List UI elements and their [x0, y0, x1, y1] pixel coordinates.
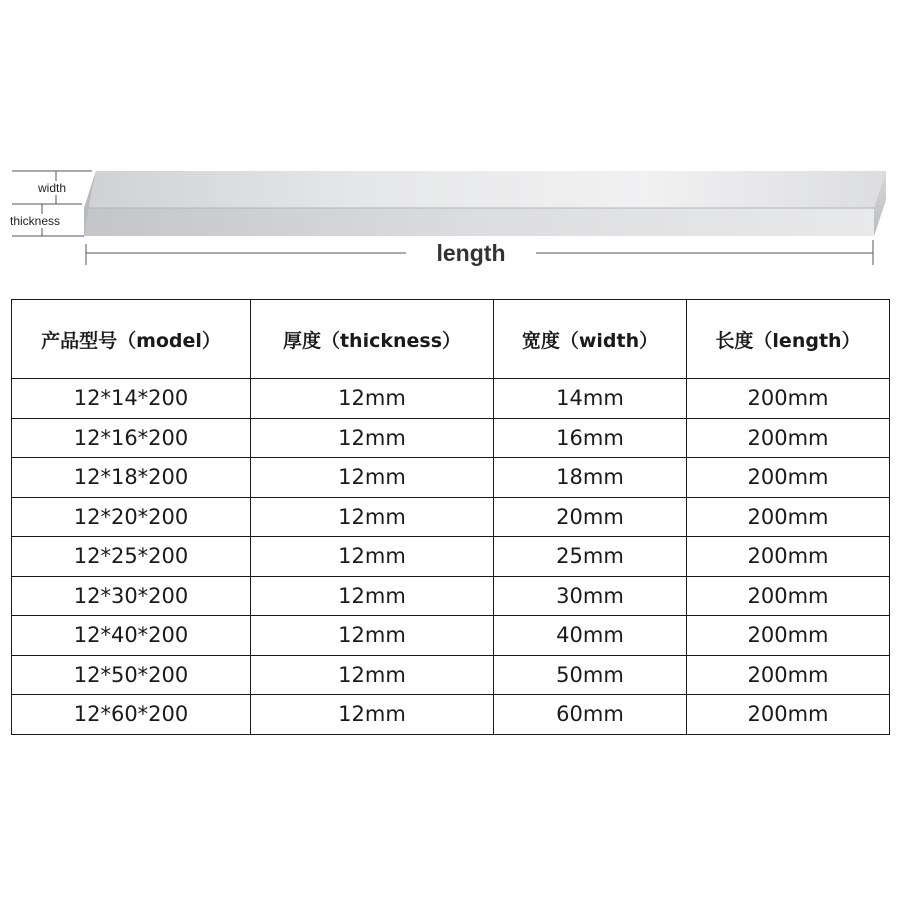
table-header-row: [12, 300, 890, 379]
cell-thickness: 12mm: [251, 497, 494, 537]
length-label: length: [406, 238, 536, 268]
cell-width: 20mm: [494, 497, 687, 537]
table-row: [12, 695, 890, 735]
header-width: 宽度（width）: [494, 300, 687, 379]
header-length: 长度（length）: [687, 300, 890, 379]
cell-thickness: 12mm: [251, 695, 494, 735]
header-model: 产品型号（model）: [12, 300, 251, 379]
table-row: [12, 379, 890, 419]
cell-model: 12*30*200: [12, 576, 251, 616]
table-row: [12, 576, 890, 616]
cell-thickness: 12mm: [251, 655, 494, 695]
product-diagram: [0, 0, 900, 280]
table-row: [12, 655, 890, 695]
header-thickness: 厚度（thickness）: [251, 300, 494, 379]
cell-length: 200mm: [687, 379, 890, 419]
cell-width: 25mm: [494, 537, 687, 577]
cell-model: 12*40*200: [12, 616, 251, 656]
cell-model: 12*16*200: [12, 418, 251, 458]
cell-model: 12*25*200: [12, 537, 251, 577]
thickness-label: thickness: [10, 214, 61, 228]
cell-length: 200mm: [687, 695, 890, 735]
table-row: [12, 458, 890, 498]
table-row: [12, 418, 890, 458]
cell-width: 60mm: [494, 695, 687, 735]
cell-length: 200mm: [687, 576, 890, 616]
cell-model: 12*60*200: [12, 695, 251, 735]
width-label: width: [38, 181, 67, 195]
cell-length: 200mm: [687, 458, 890, 498]
cell-width: 14mm: [494, 379, 687, 419]
cell-length: 200mm: [687, 537, 890, 577]
cell-thickness: 12mm: [251, 379, 494, 419]
cell-thickness: 12mm: [251, 458, 494, 498]
cell-width: 18mm: [494, 458, 687, 498]
cell-width: 50mm: [494, 655, 687, 695]
cell-width: 40mm: [494, 616, 687, 656]
cell-thickness: 12mm: [251, 537, 494, 577]
cell-length: 200mm: [687, 655, 890, 695]
table-row: [12, 616, 890, 656]
cell-length: 200mm: [687, 418, 890, 458]
cell-thickness: 12mm: [251, 616, 494, 656]
cell-thickness: 12mm: [251, 418, 494, 458]
cell-model: 12*18*200: [12, 458, 251, 498]
cell-width: 16mm: [494, 418, 687, 458]
cell-thickness: 12mm: [251, 576, 494, 616]
specification-table: [11, 299, 890, 735]
cell-model: 12*50*200: [12, 655, 251, 695]
cell-length: 200mm: [687, 497, 890, 537]
cell-model: 12*20*200: [12, 497, 251, 537]
cell-length: 200mm: [687, 616, 890, 656]
table-row: [12, 497, 890, 537]
table-row: [12, 537, 890, 577]
cell-model: 12*14*200: [12, 379, 251, 419]
cell-width: 30mm: [494, 576, 687, 616]
